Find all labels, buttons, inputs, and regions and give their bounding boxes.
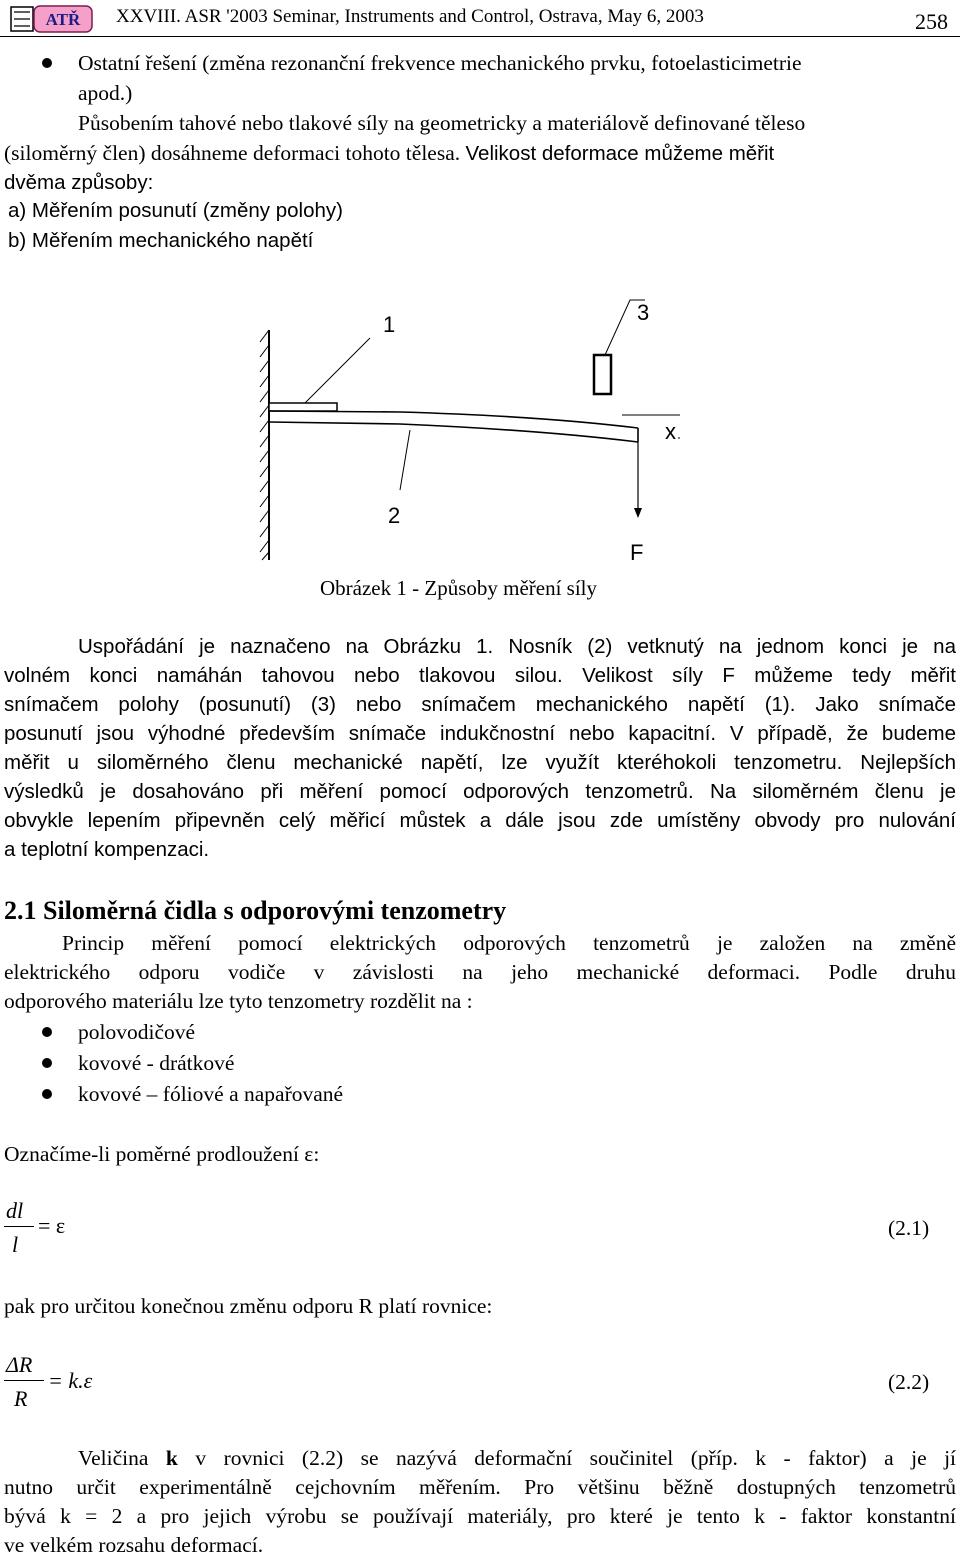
eq2-denominator: R (14, 1386, 28, 1411)
paragraph-line: a teplotní kompenzaci. (4, 838, 210, 861)
paragraph-line: volném konci namáhán tahovou nebo tlakovou silou. Velikost síly F můžeme tedy měřit (4, 664, 956, 687)
logo-text: ATŘ (45, 10, 81, 29)
list-item-b: b) Měřením mechanického napětí (8, 229, 314, 252)
list-item: kovové - drátkové (78, 1051, 235, 1075)
header-rule (0, 36, 960, 37)
epsilon-intro: Označíme-li poměrné prodloužení ε: (4, 1142, 320, 1166)
paragraph-text-sans: Velikost deformace můžeme měřit (465, 142, 775, 165)
paragraph-line: elektrického odporu vodiče v závislosti na jeho mechanické deformaci. Podle druhu (4, 960, 956, 984)
label-x: x (665, 419, 676, 444)
paragraph-line: snímačem polohy (posunutí) (3) nebo snímačem mechanického napětí (1). Jako snímače (4, 693, 956, 716)
bullet-line: apod.) (78, 81, 133, 105)
bullet-dot (42, 1027, 52, 1037)
paragraph-line: pak pro určitou konečnou změnu odporu R platí rovnice: (4, 1294, 493, 1318)
bullet-dot (42, 1089, 52, 1099)
paragraph-line: odporového materiálu lze tyto tenzometry rozdělit na : (4, 989, 473, 1013)
eq1-label: (2.1) (888, 1216, 930, 1240)
paragraph-line: dvěma způsoby: (4, 171, 154, 194)
wall-hatching (260, 330, 269, 560)
bullet-line: Ostatní řešení (změna rezonanční frekvence mechanického prvku, fotoelasticimetrie (78, 51, 802, 75)
label-1: 1 (383, 312, 396, 337)
eq2-fraction-bar (4, 1380, 44, 1381)
paragraph-line: Uspořádání je naznačeno na Obrázku 1. Nosník (2) vetknutý na jednom konci je na (78, 635, 956, 658)
paragraph-line: nutno určit experimentálně cejchovním měřením. Pro většinu běžně dostupných tenzometrů (4, 1475, 956, 1499)
page-number: 258 (915, 9, 948, 34)
paragraph-line: měřit u siloměrného členu mechanické napětí, lze využít kteréhokoli tenzometru. Nejlepších (4, 751, 956, 774)
list-item: kovové – fóliové a napařované (78, 1082, 344, 1106)
paragraph-line: Princip měření pomocí elektrických odporových tenzometrů je založen na změně (62, 931, 956, 955)
figure-caption: Obrázek 1 - Způsoby měření síly (320, 576, 598, 600)
paragraph-line: obvykle lepením připevněn celý měřicí můstek a dále jsou zde umístěny obvody pro nulování (4, 809, 956, 832)
paragraph-line (4, 140, 774, 167)
list-item-a: a) Měřením posunutí (změny polohy) (8, 199, 343, 222)
strain-gauge (269, 403, 337, 411)
section-heading: 2.1 Siloměrná čidla s odporovými tenzometry (4, 896, 507, 925)
eq1-rhs: = ε (38, 1213, 66, 1238)
eq1-fraction-bar (4, 1226, 34, 1227)
bullet-dot (42, 58, 52, 68)
paragraph-line: výsledků je dosahováno při měření pomocí odporových tenzometrů. Na siloměrném členu je (4, 780, 956, 803)
paragraph-line: bývá k = 2 a pro jejich výrobu se používají materiály, pro které je tento k - faktor konstantní (4, 1504, 956, 1528)
list-item: polovodičové (78, 1020, 196, 1044)
header-title: XXVIII. ASR '2003 Seminar, Instruments and Control, Ostrava, May 6, 2003 (116, 6, 704, 27)
atr-logo (10, 4, 102, 34)
displacement-sensor (594, 355, 611, 394)
paragraph-text: (siloměrný člen) dosáhneme deformaci tohoto tělesa. (4, 141, 461, 165)
bullet-dot (42, 1058, 52, 1068)
eq2-numerator: ΔR (6, 1352, 33, 1377)
paragraph-line: posunutí jsou výhodné především snímače indukčnostní nebo kapacitní. V případě, že budeme (4, 722, 956, 745)
paragraph-line: Veličina k v rovnici (2.2) se nazývá deformační součinitel (příp. k - faktor) a je jí (78, 1446, 957, 1470)
eq2-label: (2.2) (888, 1370, 930, 1394)
beam-top-edge (269, 411, 638, 428)
eq1-denominator: l (12, 1232, 19, 1257)
label-F: F (630, 540, 644, 565)
force-arrow (634, 508, 642, 518)
leader-2 (400, 430, 410, 490)
paragraph-line: Působením tahové nebo tlakové síly na geometricky a materiálově definované těleso (78, 111, 806, 135)
eq2-rhs: = k.ε (48, 1368, 93, 1393)
beam-bottom-edge (269, 422, 638, 442)
eq1-numerator: dl (6, 1198, 24, 1223)
leader-1 (305, 338, 370, 403)
label-3: 3 (637, 300, 650, 325)
cantilever-figure (250, 290, 680, 565)
label-2: 2 (388, 503, 401, 528)
k-symbol: k (165, 1446, 178, 1470)
paragraph-line: ve velkém rozsahu deformací. (4, 1533, 264, 1557)
